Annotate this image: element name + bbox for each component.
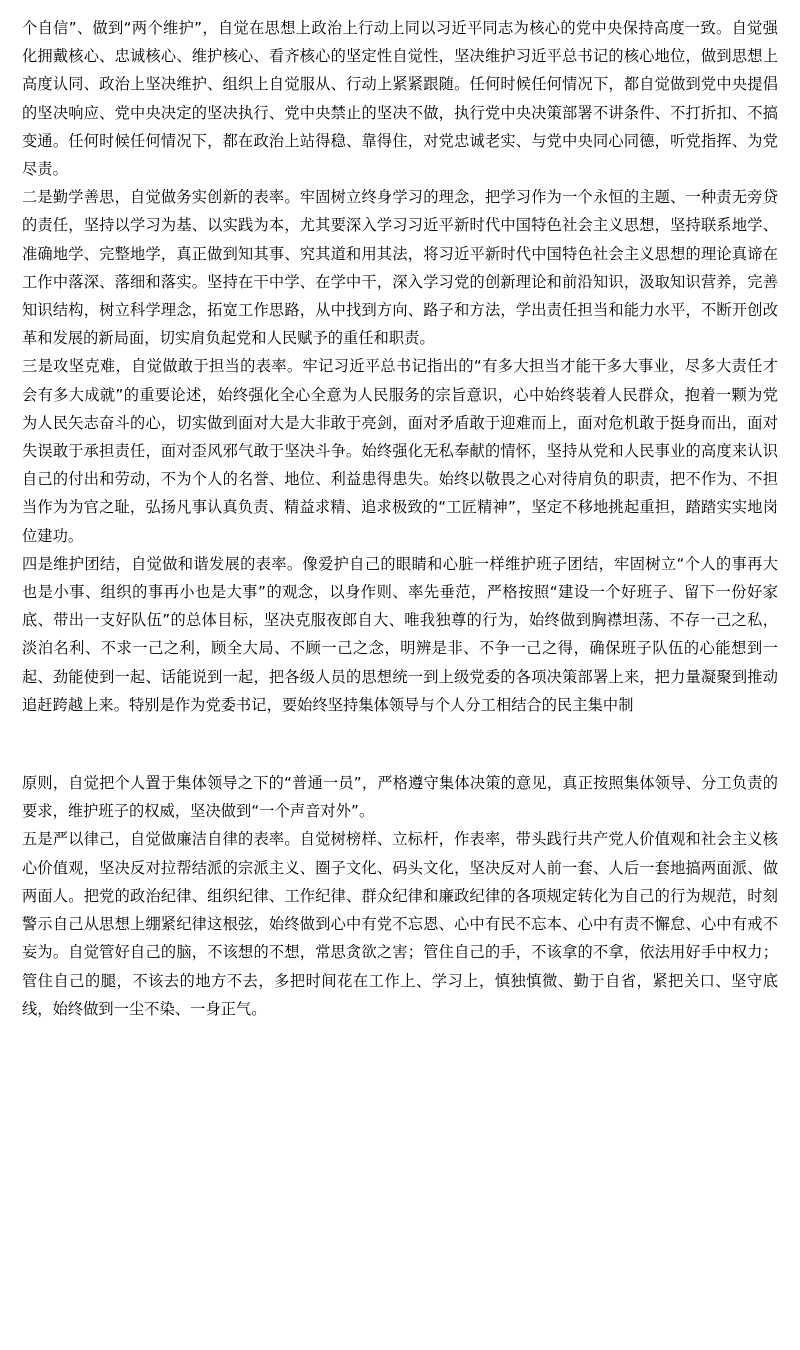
paragraph: 个自信”、做到“两个维护”，自觉在思想上政治上行动上同以习近平同志为核心的党中央保持高度一致。自觉强化拥戴核心、忠诚核心、维护核心、看齐核心的坚定性自觉性，坚决维护习近平总书记的核心地位，做到思想上高度认同、政治上坚决维护、组织上自觉服从、行动上紧紧跟随。任何时候任何情况下，都自觉做到党中央提倡的坚决响应、党中央决定的坚决执行、党中央禁止的坚决不做，执行党中央决策部署不讲条件、不打折扣、不搞变通。任何时候任何情况下，都在政治上站得稳、靠得住，对党忠诚老实、与党中央同心同德，听党指挥、为党尽责。	[22, 19, 778, 179]
paragraph: 原则，自觉把个人置于集体领导之下的“普通一员”，严格遵守集体决策的意见，真正按照集体领导、分工负责的要求，维护班子的权威，坚决做到“一个声音对外”。	[22, 774, 778, 821]
document-section-two	[22, 769, 778, 1023]
paragraph: 五是严以律己，自觉做廉洁自律的表率。自觉树榜样、立标杆，作表率，带头践行共产党人价值观和社会主义核心价值观，坚决反对拉帮结派的宗派主义、圈子文化、码头文化，坚决反对人前一套、人后一套地搞两面派、做两面人。把党的政治纪律、组织纪律、工作纪律、群众纪律和廉政纪律的各项规定转化为自己的行为规范，时刻警示自己从思想上绷紧纪律这根弦，始终做到心中有党不忘恩、心中有民不忘本、心中有责不懈怠、心中有戒不妄为。自觉管好自己的脑，不该想的不想，常思贪欲之害；管住自己的手，不该拿的不拿，依法用好手中权力；管住自己的腿，不该去的地方不去，多把时间花在工作上、学习上，慎独慎微、勤于自省，紧把关口、坚守底线，始终做到一尘不染、一身正气。	[22, 830, 778, 1018]
paragraph: 二是勤学善思，自觉做务实创新的表率。牢固树立终身学习的理念，把学习作为一个永恒的主题、一种责无旁贷的责任，坚持以学习为基、以实践为本，尤其要深入学习习近平新时代中国特色社会主义思想，坚持联系地学、准确地学、完整地学，真正做到知其事、究其道和用其法，将习近平新时代中国特色社会主义思想的理论真谛在工作中落深、落细和落实。坚持在干中学、在学中干，深入学习党的创新理论和前沿知识，汲取知识营养，完善知识结构，树立科学理念，拓宽工作思路，从中找到方向、路子和方法，学出责任担当和能力水平，不断开创改革和发展的新局面，切实肩负起党和人民赋予的重任和职责。	[22, 188, 778, 348]
paragraph: 三是攻坚克难，自觉做敢于担当的表率。牢记习近平总书记指出的“有多大担当才能干多大事业，尽多大责任才会有多大成就”的重要论述，始终强化全心全意为人民服务的宗旨意识，心中始终装着人民群众，抱着一颗为党为人民矢志奋斗的心，切实做到面对大是大非敢于亮剑，面对矛盾敢于迎难而上，面对危机敢于挺身而出，面对失误敢于承担责任，面对歪风邪气敢于坚决斗争。始终强化无私奉献的情怀，坚持从党和人民事业的高度来认识自己的付出和劳动，不为个人的名誉、地位、利益患得患失。始终以敬畏之心对待肩负的职责，把不作为、不担当作为为官之耻，弘扬凡事认真负责、精益求精、追求极致的“工匠精神”，坚定不移地挑起重担，踏踏实实地岗位建功。	[22, 357, 778, 545]
section-divider-space	[22, 719, 778, 769]
document-section-one	[22, 14, 778, 719]
paragraph: 四是维护团结，自觉做和谐发展的表率。像爱护自己的眼睛和心脏一样维护班子团结，牢固树立“个人的事再大也是小事、组织的事再小也是大事”的观念，以身作则、率先垂范，严格按照“建设一个好班子、留下一份好家底、带出一支好队伍”的总体目标，坚决克服夜郎自大、唯我独尊的行为，始终做到胸襟坦荡、不存一己之私，淡泊名利、不求一己之利，顾全大局、不顾一己之念，明辨是非、不争一己之得，确保班子队伍的心能想到一起、劲能使到一起、话能说到一起，把各级人员的思想统一到上级党委的各项决策部署上来，把力量凝聚到推动追赶跨越上来。特别是作为党委书记，要始终坚持集体领导与个人分工相结合的民主集中制	[22, 554, 778, 714]
